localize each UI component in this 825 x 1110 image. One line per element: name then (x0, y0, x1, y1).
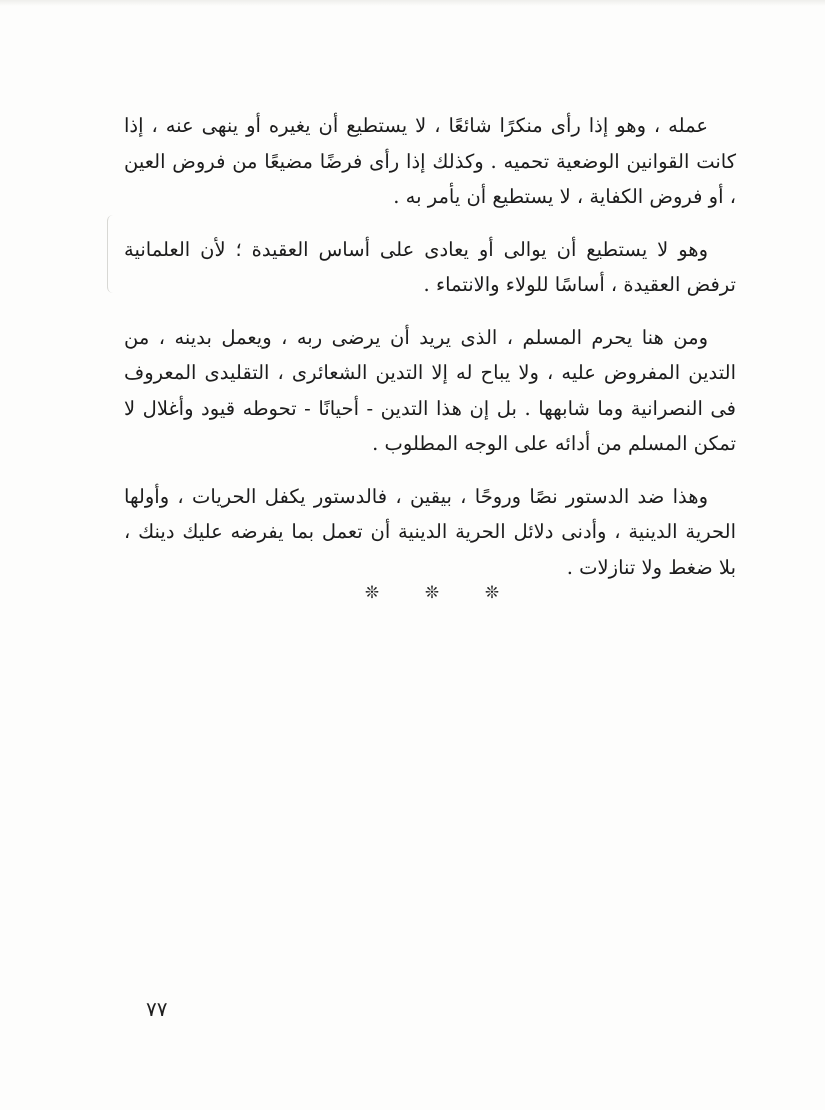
asterism-icon: ❊ (424, 583, 440, 603)
asterism-icon: ❊ (364, 583, 380, 603)
page-number: ٧٧ (146, 997, 168, 1021)
paragraph: وهذا ضد الدستور نصًا وروحًا ، بيقين ، فالدستور يكفل الحريات ، وأولها الحرية الدينية ، وأدنى دلائل الحرية الدينية أن تعمل بما يفرضه عليك دينك ، بلا ضغط ولا تنازلات . (124, 484, 736, 579)
scan-edge (0, 0, 825, 6)
body-text (124, 108, 736, 602)
asterism-icon: ❊ (484, 583, 500, 603)
margin-pencil-mark (107, 215, 116, 293)
paragraph: وهو لا يستطيع أن يوالى أو يعادى على أساس العقيدة ؛ لأن العلمانية ترفض العقيدة ، أساسًا للولاء والانتماء . (124, 237, 736, 296)
section-divider-ornament (362, 583, 502, 603)
paragraph: ومن هنا يحرم المسلم ، الذى يريد أن يرضى ربه ، ويعمل بدينه ، من التدين المفروض عليه ، ولا يباح له إلا التدين الشعائرى ، التقليدى المعروف فى النصرانية وما شابهها . بل إن هذا التدين - أحيانًا - تحوطه قيود وأغلال لا تمكن المسلم من أدائه على الوجه المطلوب . (124, 325, 736, 455)
paragraph: عمله ، وهو إذا رأى منكرًا شائعًا ، لا يستطيع أن يغيره أو ينهى عنه ، إذا كانت القوانين الوضعية تحميه . وكذلك إذا رأى فرضًا مضيعًا من فروض العين ، أو فروض الكفاية ، لا يستطيع أن يأمر به . (124, 114, 736, 208)
